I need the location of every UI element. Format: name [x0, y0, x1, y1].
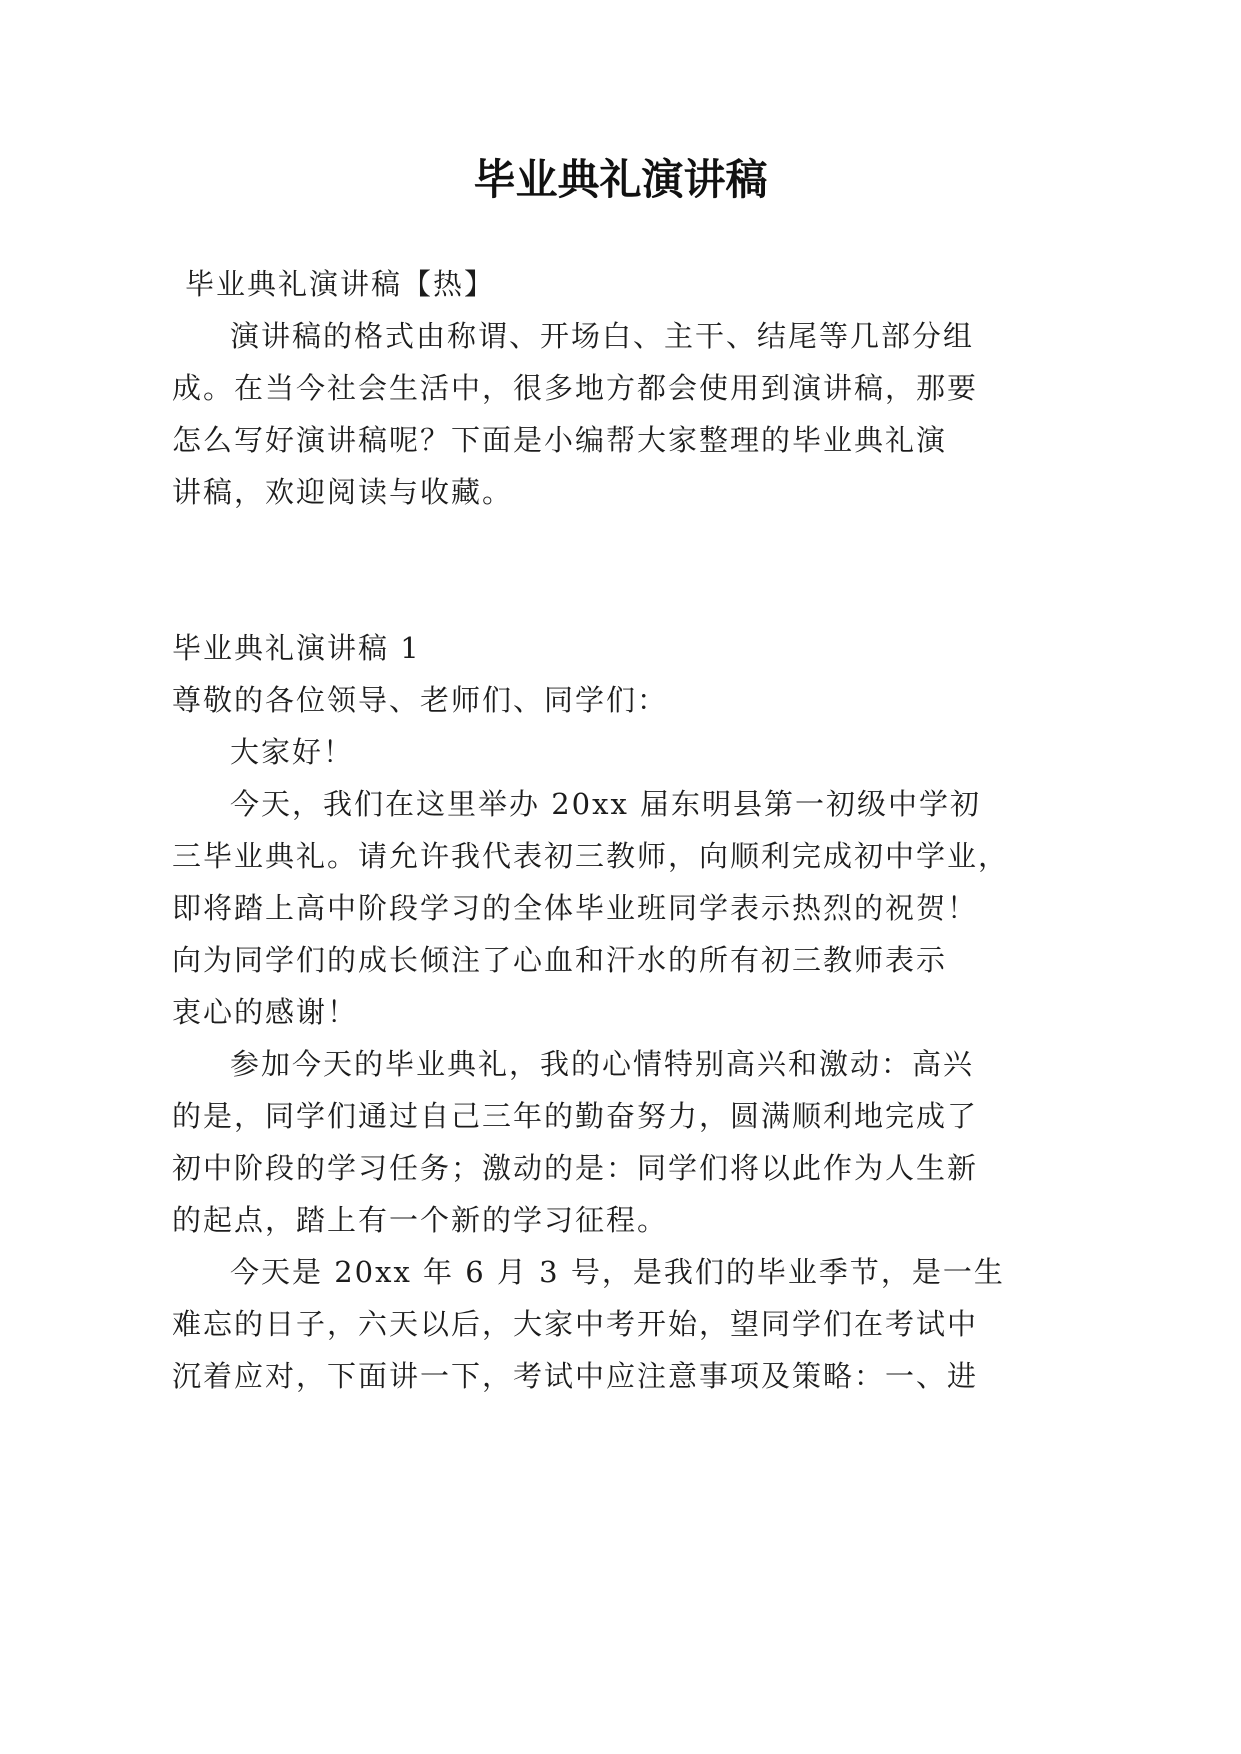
- body-line: 沉着应对，下面讲一下，考试中应注意事项及策略：一、进: [172, 1359, 979, 1393]
- greeting-line: 大家好！: [230, 735, 355, 769]
- body-line: 向为同学们的成长倾注了心血和汗水的所有初三教师表示: [172, 943, 948, 977]
- body-line: 初中阶段的学习任务；激动的是：同学们将以此作为人生新: [172, 1151, 979, 1185]
- subtitle-line: 毕业典礼演讲稿【热】: [185, 267, 496, 301]
- intro-line: 怎么写好演讲稿呢？下面是小编帮大家整理的毕业典礼演: [172, 423, 948, 457]
- body-line: 三毕业典礼。请允许我代表初三教师，向顺利完成初中学业，: [172, 839, 1010, 873]
- intro-line: 成。在当今社会生活中，很多地方都会使用到演讲稿，那要: [172, 371, 979, 405]
- intro-line: 演讲稿的格式由称谓、开场白、主干、结尾等几部分组: [230, 319, 975, 353]
- body-line: 衷心的感谢！: [172, 995, 359, 1029]
- body-line: 今天是 20xx 年 6 月 3 号，是我们的毕业季节，是一生: [230, 1255, 1005, 1289]
- body-line: 即将踏上高中阶段学习的全体毕业班同学表示热烈的祝贺！: [172, 891, 979, 925]
- document-title: 毕业典礼演讲稿: [473, 155, 768, 204]
- intro-line: 讲稿，欢迎阅读与收藏。: [172, 475, 514, 509]
- body-line: 的是，同学们通过自己三年的勤奋努力，圆满顺利地完成了: [172, 1099, 979, 1133]
- body-line: 难忘的日子，六天以后，大家中考开始，望同学们在考试中: [172, 1307, 979, 1341]
- section-heading: 毕业典礼演讲稿 1: [172, 631, 421, 665]
- body-line: 今天，我们在这里举办 20xx 届东明县第一初级中学初: [230, 787, 982, 821]
- body-line: 参加今天的毕业典礼，我的心情特别高兴和激动：高兴: [230, 1047, 975, 1081]
- salutation-line: 尊敬的各位领导、老师们、同学们：: [172, 683, 669, 717]
- body-line: 的起点，踏上有一个新的学习征程。: [172, 1203, 669, 1237]
